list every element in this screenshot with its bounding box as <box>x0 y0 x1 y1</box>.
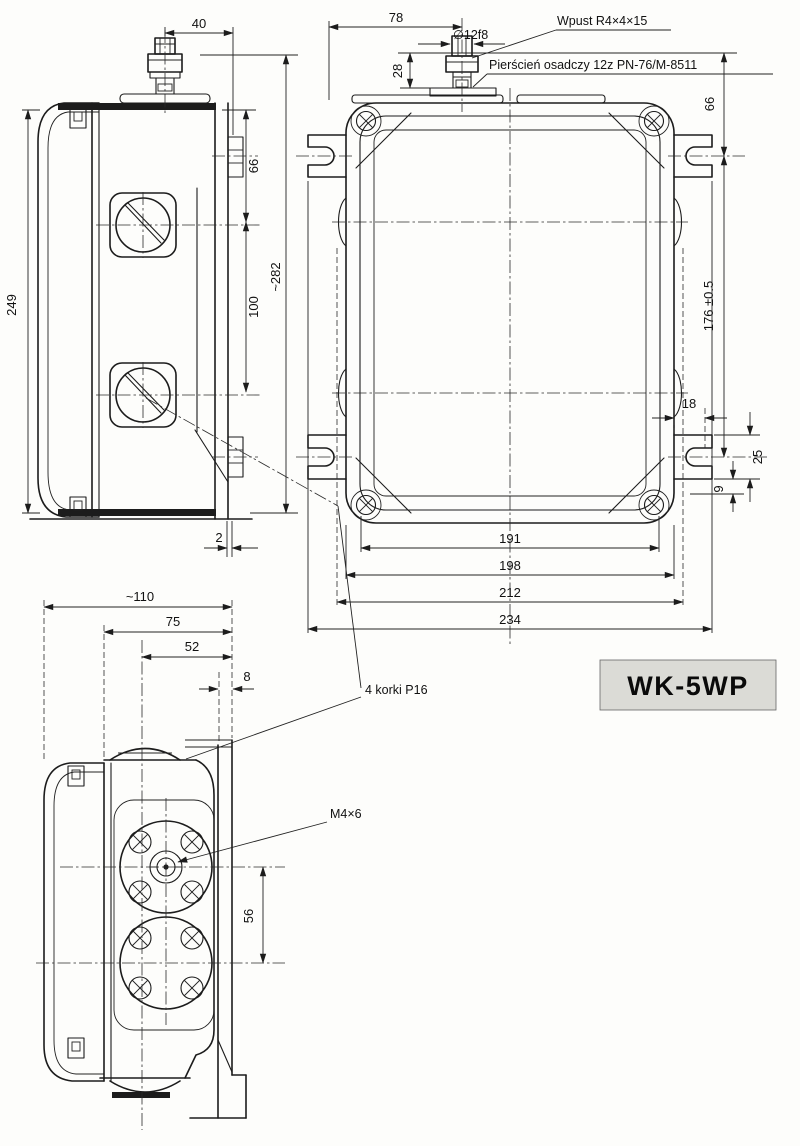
dim-282: ~282 <box>268 262 283 292</box>
dim-191: 191 <box>499 531 521 546</box>
front-view <box>296 10 773 645</box>
dim-56: 56 <box>241 908 256 924</box>
dim-2: 2 <box>215 530 223 545</box>
dim-66-side: 66 <box>246 158 261 174</box>
dim-8: 8 <box>243 669 251 684</box>
dim-40: 40 <box>191 16 207 31</box>
dim-28: 28 <box>390 63 405 79</box>
dim-52: 52 <box>184 639 200 654</box>
dim-25: 25 <box>750 449 765 465</box>
callout-shaft-diameter: ∅12f8 <box>453 28 489 42</box>
dim-198: 198 <box>499 558 521 573</box>
model-label-text: WK-5WP <box>627 671 749 701</box>
model-label <box>600 660 776 710</box>
callout-screw: M4×6 <box>330 807 362 821</box>
dim-75: 75 <box>165 614 181 629</box>
side-view <box>4 16 361 759</box>
callout-plugs: 4 korki P16 <box>365 683 428 697</box>
bottom-view <box>36 589 362 1130</box>
dim-176: 176 ±0.5 <box>701 280 716 332</box>
dim-100: 100 <box>246 296 261 318</box>
callout-keyway: Wpust R4×4×15 <box>557 14 648 28</box>
dim-234: 234 <box>499 612 521 627</box>
dim-212: 212 <box>499 585 521 600</box>
dim-66-front: 66 <box>702 96 717 112</box>
dim-249: 249 <box>4 294 19 316</box>
dim-9: 9 <box>711 485 726 493</box>
dim-110: ~110 <box>125 589 155 604</box>
dim-18: 18 <box>681 396 697 411</box>
dim-78: 78 <box>388 10 404 25</box>
callout-retaining-ring: Pierścień osadczy 12z PN-76/M-8511 <box>489 58 698 72</box>
